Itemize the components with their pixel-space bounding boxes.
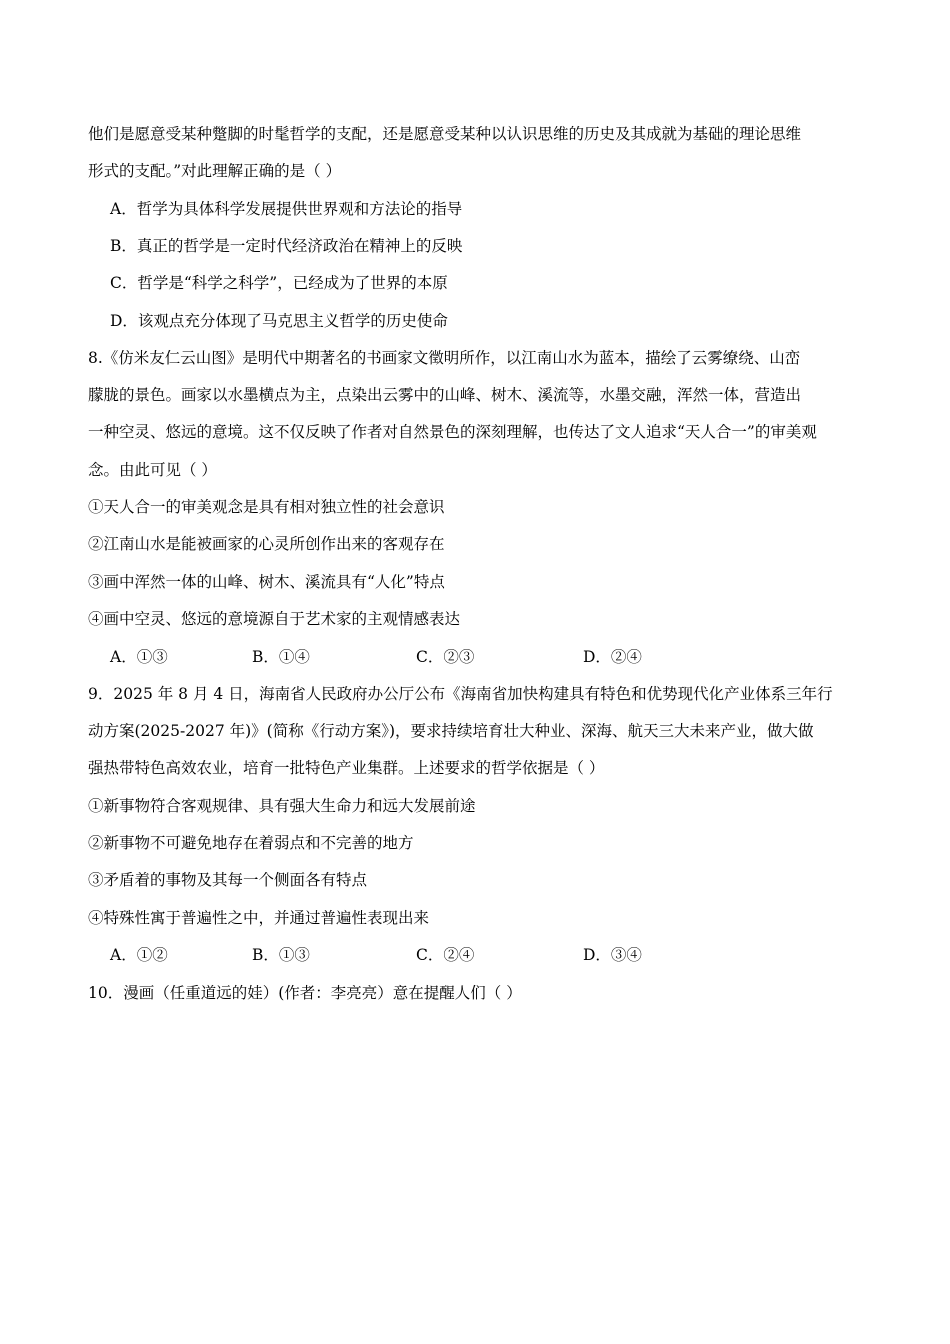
q9-choice-b: B．①③ bbox=[252, 946, 310, 964]
q7-option-c: C．哲学是“科学之科学”，已经成为了世界的本原 bbox=[110, 274, 448, 292]
q8-statement-1: ①天人合一的审美观念是具有相对独立性的社会意识 bbox=[88, 498, 445, 516]
q8-choice-b: B．①④ bbox=[252, 648, 310, 666]
q9-choice-d: D．③④ bbox=[583, 946, 642, 964]
q9-statement-3: ③矛盾着的事物及其每一个侧面各有特点 bbox=[88, 871, 368, 889]
q9-text-line-3: 强热带特色高效农业，培育一批特色产业集群。上述要求的哲学依据是（ ） bbox=[88, 759, 605, 777]
q8-statement-4: ④画中空灵、悠远的意境源自于艺术家的主观情感表达 bbox=[88, 610, 461, 628]
q9-choice-a: A．①② bbox=[110, 946, 168, 964]
q7-text-line-1: 他们是愿意受某种蹩脚的时髦哲学的支配，还是愿意受某种以认识思维的历史及其成就为基础的理论思维 bbox=[88, 125, 802, 143]
q9-text-line-2: 动方案(2025-2027 年)》(简称《行动方案》)，要求持续培育壮大种业、深海、航天三大未来产业，做大做 bbox=[88, 722, 814, 740]
q7-text-line-2: 形式的支配。”对此理解正确的是（ ） bbox=[88, 162, 342, 180]
q9-statement-1: ①新事物符合客观规律、具有强大生命力和远大发展前途 bbox=[88, 797, 476, 815]
q8-statement-2: ②江南山水是能被画家的心灵所创作出来的客观存在 bbox=[88, 535, 445, 553]
q8-choice-c: C．②③ bbox=[416, 648, 475, 666]
q8-text-line-4: 念。由此可见（ ） bbox=[88, 461, 217, 479]
q7-option-d: D．该观点充分体现了马克思主义哲学的历史使命 bbox=[110, 312, 448, 330]
q8-choice-d: D．②④ bbox=[583, 648, 642, 666]
q8-choice-a: A．①③ bbox=[110, 648, 168, 666]
q9-text-line-1: 9．2025 年 8 月 4 日，海南省人民政府办公厅公布《海南省加快构建具有特色和优势现代化产业体系三年行 bbox=[88, 685, 833, 703]
q9-choice-c: C．②④ bbox=[416, 946, 475, 964]
q9-statement-4: ④特殊性寓于普遍性之中，并通过普遍性表现出来 bbox=[88, 909, 430, 927]
q8-text-line-3: 一种空灵、悠远的意境。这不仅反映了作者对自然景色的深刻理解，也传达了文人追求“天人合一”的审美观 bbox=[88, 423, 817, 441]
q10-text-line-1: 10．漫画（任重道远的娃）(作者：李亮亮）意在提醒人们（ ） bbox=[88, 984, 522, 1002]
q7-option-b: B．真正的哲学是一定时代经济政治在精神上的反映 bbox=[110, 237, 463, 255]
q7-option-a: A．哲学为具体科学发展提供世界观和方法论的指导 bbox=[110, 200, 463, 218]
q8-statement-3: ③画中浑然一体的山峰、树木、溪流具有“人化”特点 bbox=[88, 573, 445, 591]
q8-text-line-2: 朦胧的景色。画家以水墨横点为主，点染出云雾中的山峰、树木、溪流等，水墨交融，浑然一体，营造出 bbox=[88, 386, 802, 404]
q9-statement-2: ②新事物不可避免地存在着弱点和不完善的地方 bbox=[88, 834, 414, 852]
q8-text-line-1: 8.《仿米友仁云山图》是明代中期著名的书画家文徵明所作，以江南山水为蓝本，描绘了云雾缭绕、山峦 bbox=[88, 349, 801, 367]
